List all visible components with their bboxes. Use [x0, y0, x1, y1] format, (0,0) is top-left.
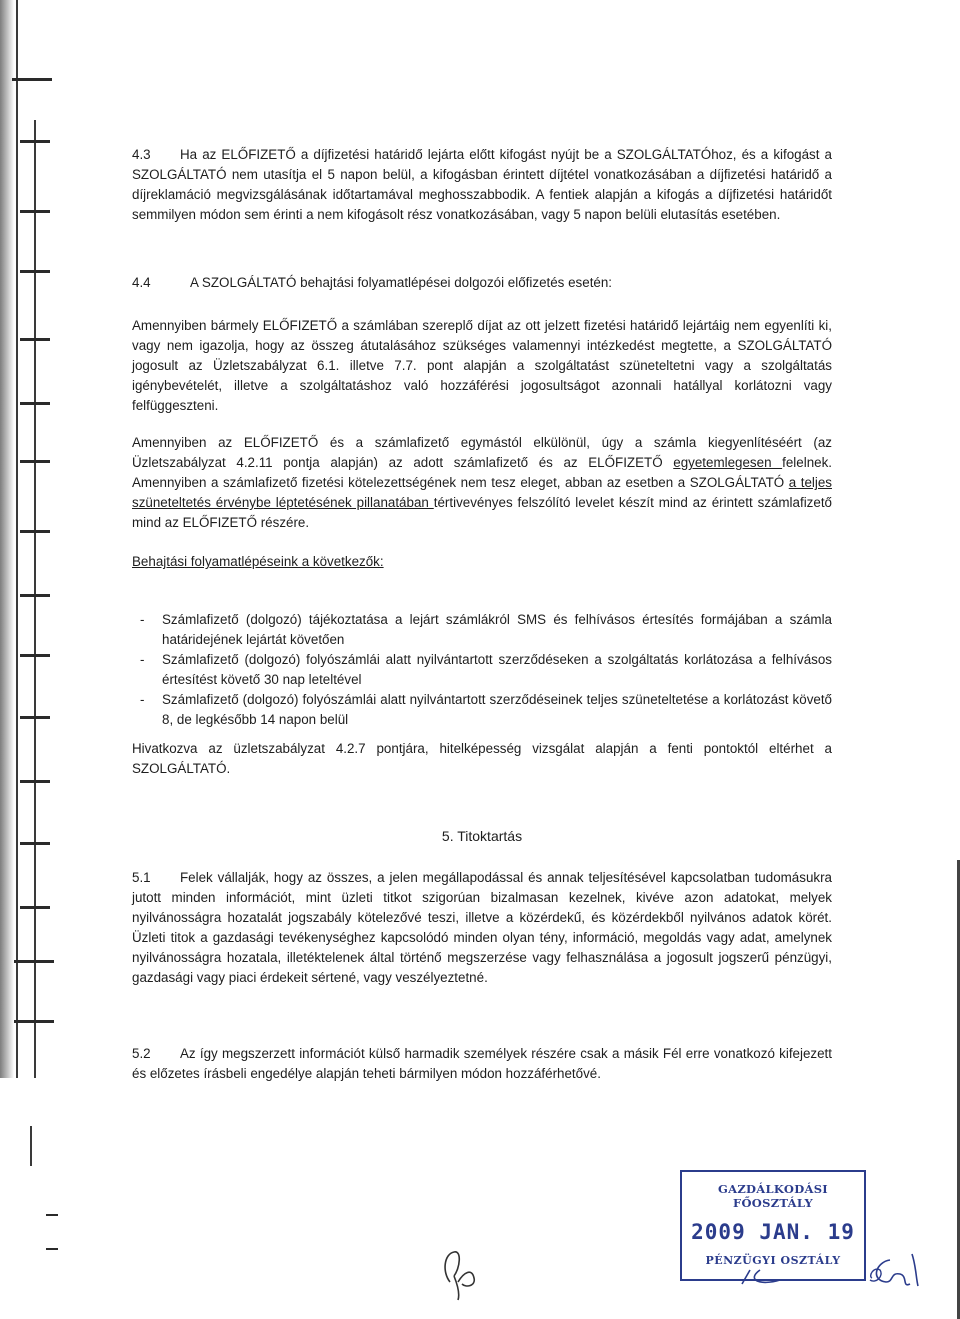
- binding-tick: [12, 78, 52, 81]
- stamp-date: 2009 JAN. 19: [691, 1220, 855, 1244]
- binding-tick: [20, 906, 50, 909]
- scan-binding-edge: [0, 0, 86, 1319]
- binding-tick: [20, 270, 50, 273]
- steps-list: [132, 610, 832, 730]
- binding-tick: [20, 654, 50, 657]
- binding-tick: [20, 530, 50, 533]
- binding-tick: [14, 1020, 54, 1023]
- reference-paragraph: Hivatkozva az üzletszabályzat 4.2.7 pontjára, hitelképesség vizsgálat alapján a fenti pontoktól eltérhet a SZOLGÁLTATÓ.: [132, 741, 832, 776]
- binding-tick: [20, 460, 50, 463]
- binding-tick: [20, 594, 50, 597]
- binding-tick: [20, 716, 50, 719]
- handwritten-signature: [740, 1240, 940, 1310]
- binding-tick: [20, 842, 50, 845]
- section-number: 5.2: [132, 1046, 151, 1061]
- paragraph-payer: [132, 433, 832, 533]
- binding-tick: [20, 140, 50, 143]
- paragraph-overdue: Amennyiben bármely ELŐFIZETŐ a számlában szereplő díjat az ott jelzett fizetési határidő lejártáig nem egyenlíti ki, vagy nem igazolja, hogy az összeg átutalásához szükséges valamennyi intézkedést megtette, a SZOLGÁLTATÓ jogosult az Üzletszabályzat 6.1. illetve 7.7. pont alapján a szolgáltatást szüneteltetni vagy a szolgáltatás igénybevételét, illetve a szolgáltatáshoz való hozzáférési jogosultságot azonnali hatállyal korlátozni vagy felfüggeszteni.: [132, 318, 832, 413]
- binding-tick: [14, 960, 54, 963]
- stamp-unit: PÉNZÜGYI OSZTÁLY: [705, 1254, 841, 1267]
- list-item: - Számlafizető (dolgozó) folyószámlái alatt nyilvántartott szerződéseken a szolgáltatás korlátozása a felhívásos értesítést követő 30 nap leteltével: [132, 650, 832, 690]
- section-number: 4.4: [132, 275, 151, 290]
- section-number: 5.1: [132, 870, 151, 885]
- section-text: Ha az ELŐFIZETŐ a díjfizetési határidő lejárta előtt kifogást nyújt be a SZOLGÁLTATÓhoz, és a kifogást a SZOLGÁLTATÓ nem utasítja el 5 napon belül, a kifogásban érintett díjtétel vonatkozásában a díjfizetési határidő a díjreklamáció megvizsgálásának időtartamával meghosszabbodik. A fentiek alapján a kifogás a díjfizetési határidőt semmilyen módon sem érinti a nem kifogásolt rész vonatkozásában, vagy 5 napon belüli elutasítás esetében.: [132, 147, 832, 222]
- binding-mark: [46, 1248, 58, 1250]
- underlined-text: egyetemlegesen: [673, 455, 783, 470]
- list-item: - Számlafizető (dolgozó) tájékoztatása a lejárt számlákról SMS és felhívásos értesítés formájában a számla határidejének lejártát követően: [132, 610, 832, 650]
- section-5-2: [132, 1044, 832, 1084]
- section-5-1: [132, 868, 832, 988]
- binding-blank-area: [0, 1078, 86, 1319]
- section-4-4: [132, 273, 832, 293]
- section-text: Felek vállalják, hogy az összes, a jelen megállapodással és annak teljesítésével kapcsolatban tudomásukra jutott minden információt, mint üzleti titkot szigorúan bizalmasan kezelnek, kivéve azon adatokat, melyek nyilvánosságra hozatalát jogszabály kötelezővé teszi, illetve a közérdekű, és közérdekből nyilvános adatok körét. Üzleti titok a gazdasági tevékenységhez kapcsolódó minden olyan tény, információ, megoldás vagy adat, amelynek nyilvánosságra hozatala, illetéktelenek által történő megszerzése vagy felhasználása a jogosult jogszerű pénzügyi, gazdasági vagy piaci érdekeit sértené, vagy veszélyeztetné.: [132, 870, 832, 985]
- binding-tick: [20, 338, 50, 341]
- steps-heading: Behajtási folyamatlépéseink a következők:: [132, 554, 384, 569]
- paragraph-text: felelnek. Amennyiben a számlafizető fizetési kötelezettségének nem tesz eleget, abban az esetben a SZOLGÁLTATÓ: [132, 455, 832, 490]
- binding-rail: [16, 0, 18, 1080]
- handwritten-initials: [436, 1242, 486, 1302]
- binding-rail: [34, 120, 36, 1080]
- stamp-department: GAZDÁLKODÁSI FŐOSZTÁLY: [717, 1182, 828, 1210]
- section-4-3: [132, 145, 832, 225]
- section-text: Az így megszerzett információt külső harmadik személyek részére csak a másik Fél erre vonatkozó kifejezett és előzetes írásbeli engedélye alapján teheti bármilyen módon hozzáférhetővé.: [132, 1046, 832, 1081]
- binding-shadow: [0, 0, 14, 1080]
- list-item: - Számlafizető (dolgozó) folyószámlái alatt nyilvántartott szerződéseinek teljes szüneteltetése a korlátozást követő 8, de legkésőbb 14 napon belül: [132, 690, 832, 730]
- binding-mark: [46, 1214, 58, 1216]
- paragraph-text: tértivevényes felszólító levelet készít mind az érintett számlafizető mind az ELŐFIZETŐ részére.: [132, 495, 832, 530]
- paragraph-text: Amennyiben az ELŐFIZETŐ és a számlafizető egymástól elkülönül, úgy a számla kiegyenlítéséért (az Üzletszabályzat 4.2.11 pontja alapján) az adott számlafizető és az ELŐFIZETŐ: [132, 435, 832, 470]
- section-number: 4.3: [132, 147, 151, 162]
- binding-tick: [20, 780, 50, 783]
- binding-mark: [30, 1126, 32, 1166]
- section-5-title: 5. Titoktartás: [441, 828, 523, 844]
- binding-tick: [20, 210, 50, 213]
- section-text: A SZOLGÁLTATÓ behajtási folyamatlépései dolgozói előfizetés esetén:: [190, 275, 613, 290]
- binding-tick: [20, 402, 50, 405]
- underlined-text: a teljes szüneteltetés érvénybe léptetésének pillanatában: [132, 475, 832, 510]
